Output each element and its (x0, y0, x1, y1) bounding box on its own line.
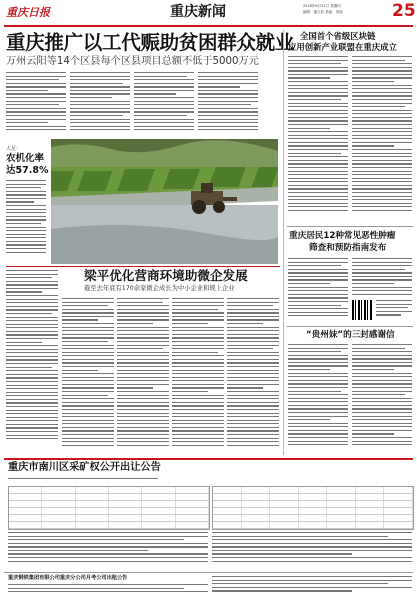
right-low-rule (287, 326, 413, 327)
side-stat-small: 大足： (6, 146, 22, 152)
right-mid-body-a (288, 258, 348, 322)
footer-ad-body-right (212, 576, 412, 598)
feature-body-col3 (172, 298, 224, 455)
masthead-rule (4, 25, 413, 27)
lead-body-col2 (70, 72, 130, 136)
feature-body-col4 (227, 298, 279, 455)
right-top-headline-1: 全国首个省级区块链 (300, 31, 376, 41)
feature-body-col1 (62, 298, 114, 455)
feature-subtitle: 截至去年底有170余家微企成长为中小企业和规上企业 (84, 285, 235, 292)
notice-intro (8, 478, 158, 484)
side-stat-body (6, 180, 46, 258)
rice-field-image (51, 139, 278, 264)
newspaper-logo: 重庆日报 (6, 6, 50, 19)
lead-headline: 重庆推广以工代赈助贫困群众就业 (6, 31, 295, 54)
right-low-body-b (352, 344, 412, 454)
footer-ad-body-left (8, 584, 208, 598)
lead-body-col1 (6, 72, 66, 136)
right-top-body-a (288, 56, 348, 224)
rice-field-photo (51, 139, 278, 264)
footer-ad-title: 重庆钢铁集团有限公司重庆分公司月考公司出租公告 (8, 575, 128, 581)
right-mid-headline-1: 重庆居民12种常见恶性肿瘤 (289, 231, 396, 241)
lead-body-col4 (198, 72, 258, 136)
right-mid-body-b (352, 258, 412, 298)
notice-title: 重庆市南川区采矿权公开出让公告 (8, 462, 161, 473)
page-number: 25 (392, 1, 416, 21)
lead-subtitle: 万州云阳等14个区县每个区县项目总额不低于5000万元 (6, 56, 259, 67)
notice-table-left (8, 486, 210, 530)
date-line: 2018年6月21日 星期四 (303, 4, 341, 8)
right-column-divider (283, 30, 284, 455)
right-mid-headline-2: 筛查和预防指南发布 (309, 243, 387, 253)
right-low-body-a (288, 344, 348, 454)
side-stat-title: 农机化率 (6, 153, 45, 164)
notice-body-right (212, 532, 412, 568)
side-stat-value: 达57.8% (6, 165, 49, 176)
qr-caption (376, 300, 412, 320)
notice-top-rule (4, 458, 413, 460)
feature-top-rule (6, 266, 280, 267)
section-title: 重庆新闻 (170, 4, 226, 20)
lead-body-col3 (134, 72, 194, 136)
right-low-headline: “贵州妹”的三封感谢信 (306, 330, 395, 340)
qr-code (352, 300, 372, 320)
footer-rule (4, 572, 413, 573)
notice-table-right (212, 486, 414, 530)
feature-left-body (6, 270, 58, 455)
notice-body-left (8, 532, 208, 568)
right-top-body-b (352, 56, 412, 224)
right-top-headline-2: 应用创新产业联盟在重庆成立 (288, 42, 397, 52)
right-mid-rule (287, 226, 413, 227)
feature-headline: 梁平优化营商环境助微企发展 (84, 268, 248, 283)
editor-line: 编辑：潘文彩 美编：刘丽 (303, 10, 343, 14)
feature-body-col2 (117, 298, 169, 455)
